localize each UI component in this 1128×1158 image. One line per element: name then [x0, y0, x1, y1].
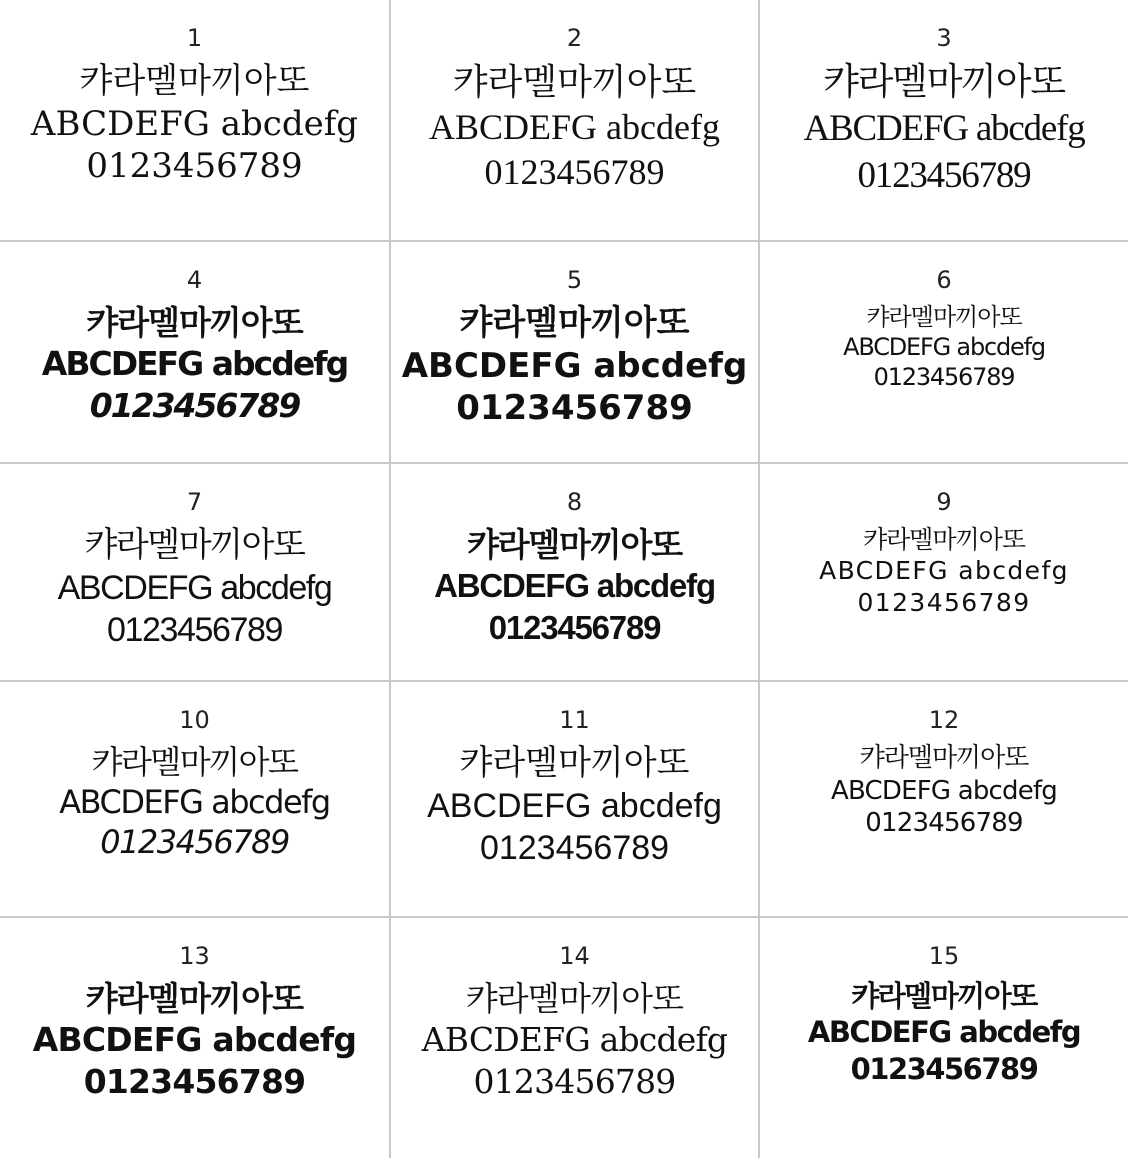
digit-sample-text: 0123456789 [479, 829, 670, 867]
korean-sample-text: 캬라멜마끼아또 [851, 979, 1037, 1013]
font-sample-number: 12 [928, 706, 960, 734]
digit-sample-text: 0123456789 [850, 1051, 1038, 1086]
font-sample-card-10 [0, 682, 391, 918]
font-sample-card-1 [0, 0, 391, 242]
font-sample-card-9 [760, 464, 1128, 682]
font-sample-card-5 [391, 242, 760, 464]
font-sample-card-14 [391, 918, 760, 1158]
font-sample-number: 1 [186, 24, 203, 52]
font-sample-number: 4 [186, 266, 203, 294]
font-sample-card-4 [0, 242, 391, 464]
font-sample-number: 6 [936, 266, 952, 294]
digit-sample-text: 0123456789 [83, 1061, 306, 1101]
digit-sample-text: 0123456789 [473, 1061, 676, 1101]
latin-sample-text: ABCDEFG abcdefg [807, 1015, 1081, 1050]
font-sample-number: 11 [559, 706, 590, 734]
font-sample-number: 8 [566, 488, 583, 516]
korean-sample-text: 캬라멜마끼아또 [85, 979, 304, 1018]
latin-sample-text: ABCDEFG abcdefg [59, 783, 330, 821]
latin-sample-text: ABCDEFG abcdefg [830, 775, 1058, 806]
korean-sample-text: 캬라멜마끼아또 [459, 303, 690, 343]
font-sample-number: 14 [559, 942, 590, 970]
korean-sample-text: 캬라멜마끼아또 [452, 62, 697, 102]
latin-sample-text: ABCDEFG abcdefg [401, 345, 748, 386]
latin-sample-text: ABCDEFG abcdefg [843, 333, 1045, 361]
font-sample-number: 5 [566, 266, 583, 294]
korean-sample-text: 캬라멜마끼아또 [79, 61, 310, 101]
digit-sample-text: 0123456789 [865, 808, 1023, 838]
korean-sample-text: 캬라멜마끼아또 [866, 303, 1022, 331]
latin-sample-text: ABCDEFG abcdefg [819, 556, 1069, 586]
font-sample-card-11 [391, 682, 760, 918]
font-sample-number: 2 [566, 24, 583, 52]
font-sample-card-2 [391, 0, 760, 242]
font-sample-number: 7 [186, 488, 203, 516]
font-sample-number: 10 [179, 706, 210, 734]
latin-sample-text: ABCDEFG abcdefg [57, 568, 332, 607]
digit-sample-text: 0123456789 [106, 611, 283, 649]
latin-sample-text: ABCDEFG abcdefg [429, 107, 720, 147]
digit-sample-text: 0123456789 [857, 587, 1031, 617]
latin-sample-text: ABCDEFG abcdefg [434, 567, 715, 605]
latin-sample-text: ABCDEFG abcdefg [30, 103, 359, 144]
digit-sample-text: 0123456789 [456, 388, 693, 428]
korean-sample-text: 캬라멜마끼아또 [862, 525, 1026, 554]
digit-sample-text: 0123456789 [86, 146, 303, 186]
font-sample-number: 13 [179, 942, 210, 970]
digit-sample-text: 0123456789 [89, 385, 300, 425]
latin-sample-text: ABCDEFG abcdefg [427, 786, 722, 825]
digit-sample-text: 0123456789 [873, 363, 1015, 391]
digit-sample-text: 0123456789 [100, 823, 289, 861]
font-sample-card-8 [391, 464, 760, 682]
korean-sample-text: 캬라멜마끼아또 [465, 979, 684, 1018]
korean-sample-text: 캬라멜마끼아또 [467, 526, 682, 563]
korean-sample-text: 캬라멜마끼아또 [823, 62, 1065, 103]
font-sample-card-3 [760, 0, 1128, 242]
font-sample-card-13 [0, 918, 391, 1158]
digit-sample-text: 0123456789 [857, 154, 1031, 196]
font-sample-number: 15 [928, 942, 960, 970]
korean-sample-text: 캬라멜마끼아또 [459, 744, 690, 782]
font-sample-number: 3 [936, 24, 952, 52]
digit-sample-text: 0123456789 [484, 152, 665, 192]
latin-sample-text: ABCDEFG abcdefg [421, 1020, 728, 1060]
latin-sample-text: ABCDEFG abcdefg [41, 344, 348, 384]
font-sample-number: 9 [936, 488, 952, 516]
latin-sample-text: ABCDEFG abcdefg [803, 108, 1085, 150]
font-sample-card-12 [760, 682, 1128, 918]
korean-sample-text: 캬라멜마끼아또 [859, 743, 1029, 773]
korean-sample-text: 캬라멜마끼아또 [91, 743, 298, 781]
digit-sample-text: 0123456789 [488, 608, 661, 646]
font-sample-card-6 [760, 242, 1128, 464]
korean-sample-text: 캬라멜마끼아또 [86, 303, 303, 342]
font-sample-card-15 [760, 918, 1128, 1158]
korean-sample-text: 캬라멜마끼아또 [84, 526, 305, 564]
font-sample-card-7 [0, 464, 391, 682]
latin-sample-text: ABCDEFG abcdefg [32, 1020, 357, 1060]
